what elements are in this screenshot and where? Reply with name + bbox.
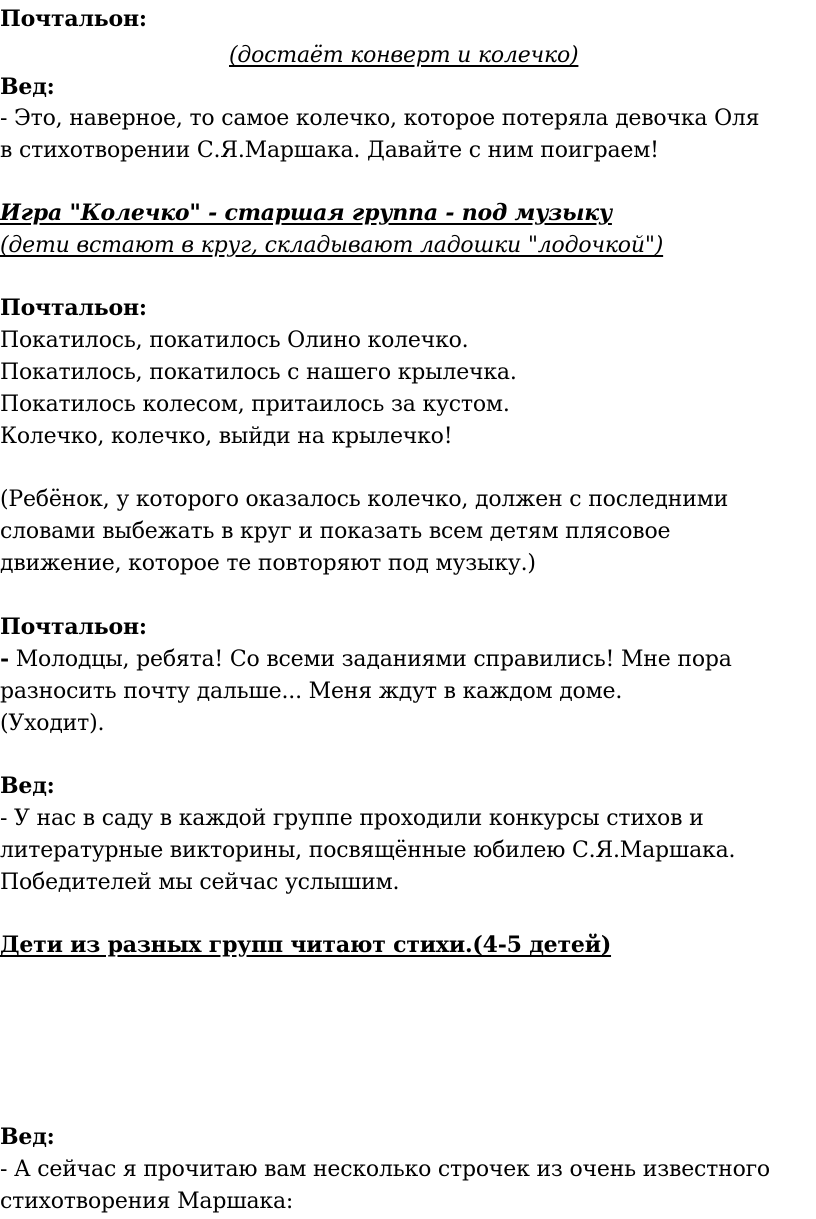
host3-line-1: - А сейчас я прочитаю вам несколько строчек из очень известного xyxy=(0,1157,770,1182)
speaker-postman-2: Почтальон: xyxy=(0,295,147,321)
rules-line-2: словами выбежать в круг и показать всем детям плясовое xyxy=(0,519,671,544)
host2-line-2: литературные викторины, посвящённые юбилею С.Я.Маршака. xyxy=(0,838,736,863)
speaker-host-1: Вед: xyxy=(0,74,55,100)
speaker-postman-3: Почтальон: xyxy=(0,614,147,640)
host2-line-1: - У нас в саду в каждой группе проходили конкурсы стихов и xyxy=(0,806,704,831)
speaker-host-2: Вед: xyxy=(0,773,55,799)
host-line-2: в стихотворении С.Я.Маршака. Давайте с ним поиграем! xyxy=(0,138,659,163)
poem-line-4: Колечко, колечко, выйди на крылечко! xyxy=(0,424,453,449)
speaker-host-3: Вед: xyxy=(0,1124,55,1150)
postman-line-1-text: Молодцы, ребята! Со всеми заданиями справились! Мне пора xyxy=(8,647,732,672)
game-title: Игра "Колечко" - старшая группа - под музыку xyxy=(0,200,612,226)
host-line-1: - Это, наверное, то самое колечко, которое потеряла девочка Оля xyxy=(0,106,760,131)
game-note: (дети встают в круг, складывают ладошки "лодочкой") xyxy=(0,233,664,258)
poem-line-3: Покатилось колесом, притаилось за кустом. xyxy=(0,392,510,417)
children-heading: Дети из разных групп читают стихи.(4-5 детей) xyxy=(0,932,612,958)
postman-line-3: (Уходит). xyxy=(0,711,105,736)
speaker-postman-1: Почтальон: xyxy=(0,6,147,32)
rules-line-3: движение, которое те повторяют под музыку.) xyxy=(0,551,536,576)
postman-dash: - xyxy=(0,646,9,672)
stage-direction-1: (достаёт конверт и колечко) xyxy=(229,43,579,68)
postman-line-1 xyxy=(0,644,732,675)
postman-line-2: разносить почту дальше... Меня ждут в каждом доме. xyxy=(0,679,623,704)
host3-line-2: стихотворения Маршака: xyxy=(0,1189,294,1214)
host2-line-3: Победителей мы сейчас услышим. xyxy=(0,870,400,895)
rules-line-1: (Ребёнок, у которого оказалось колечко, должен с последними xyxy=(0,487,729,512)
poem-line-2: Покатилось, покатилось с нашего крылечка. xyxy=(0,360,517,385)
poem-line-1: Покатилось, покатилось Олино колечко. xyxy=(0,328,469,353)
